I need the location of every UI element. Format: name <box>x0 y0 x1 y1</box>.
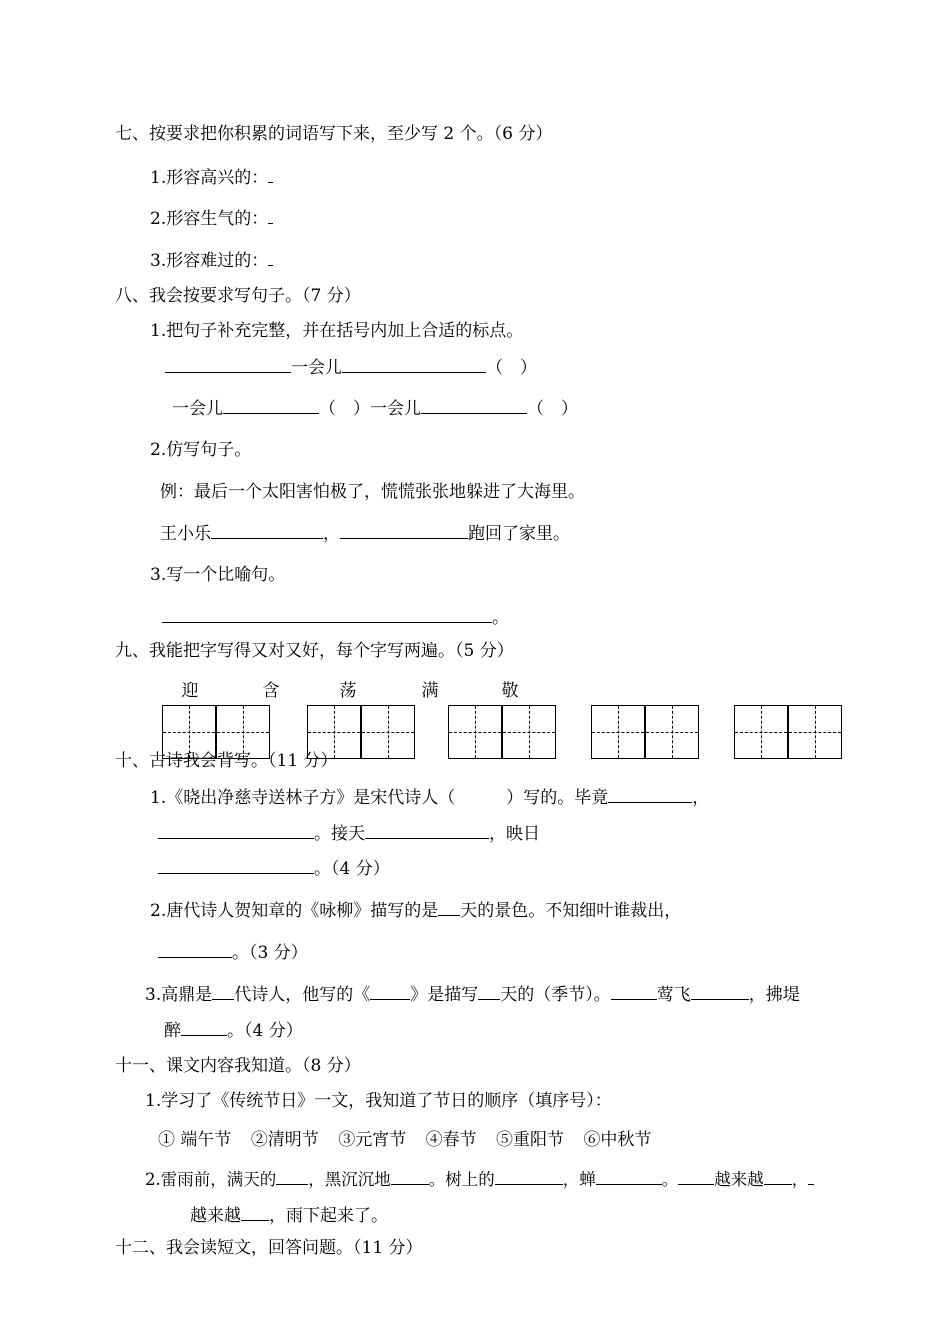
section-12-title: 十二、我会读短文，回答问题。（11 分） <box>115 1238 423 1258</box>
q10-poem-1-line-2: 。接天 ，映日 <box>158 822 540 845</box>
answer-blank[interactable] <box>162 606 492 623</box>
answer-blank[interactable] <box>158 822 314 839</box>
answer-blank[interactable] <box>342 356 486 373</box>
practice-char: 含 <box>262 681 280 701</box>
q7-item-1: 1.形容高兴的： <box>150 166 273 189</box>
answer-blank[interactable] <box>365 822 489 839</box>
section-8-title: 八、我会按要求写句子。（7 分） <box>115 286 361 306</box>
festival-option: ⑥中秋节 <box>583 1130 652 1150</box>
paren-blank[interactable]: （ ） <box>527 399 578 419</box>
writing-cell[interactable] <box>448 705 502 759</box>
q10-poem-2-line-2: 。（3 分） <box>158 941 308 964</box>
answer-blank[interactable] <box>212 983 234 1000</box>
writing-cell[interactable] <box>502 705 556 759</box>
answer-blank[interactable] <box>340 522 468 539</box>
q8-imitate-line: 王小乐 ， 跑回了家里。 <box>160 524 570 544</box>
q10-poem-3-line-2: 醉 。（4 分） <box>164 1021 303 1041</box>
q8-example: 例：最后一个太阳害怕极了，慌慌张张地躲进了大海里。 <box>160 482 585 502</box>
q7-item-3: 3.形容难过的： <box>150 249 273 272</box>
section-7-title: 七、按要求把你积累的词语写下来，至少写 2 个。（6 分） <box>115 124 553 144</box>
answer-blank[interactable] <box>268 166 273 183</box>
section-10-title: 十、古诗我会背写。（11 分） <box>115 751 338 771</box>
festival-options <box>158 1129 651 1151</box>
festival-option: ① 端午节 <box>158 1130 232 1150</box>
answer-blank[interactable] <box>211 522 323 539</box>
section-9-title: 九、我能把字写得又对又好，每个字写两遍。（5 分） <box>115 641 514 661</box>
writing-cell[interactable] <box>361 705 415 759</box>
practice-char: 敬 <box>501 681 519 701</box>
practice-char: 荡 <box>339 681 357 701</box>
q10-poem-1-line-1: 1.《晓出净慈寺送林子方》是宋代诗人（ ）写的。毕竟 ， <box>150 788 710 808</box>
answer-blank[interactable] <box>495 1168 563 1185</box>
festival-option: ③元宵节 <box>338 1130 407 1150</box>
q7-item-2: 2.形容生气的： <box>150 207 273 230</box>
answer-blank[interactable] <box>608 786 692 803</box>
answer-blank[interactable] <box>181 1019 227 1036</box>
answer-blank[interactable] <box>370 983 410 1000</box>
festival-option: ②清明节 <box>250 1130 319 1150</box>
answer-blank[interactable] <box>611 983 657 1000</box>
answer-blank[interactable] <box>596 1168 662 1185</box>
answer-blank[interactable] <box>678 1168 714 1185</box>
q8-line-b: 一会儿 （ ）一会儿 （ ） <box>172 399 578 419</box>
answer-blank[interactable] <box>276 1168 308 1185</box>
q11-sub-1: 1.学习了《传统节日》一文，我知道了节日的顺序（填序号）： <box>145 1091 612 1111</box>
answer-blank[interactable] <box>165 356 291 373</box>
q8-sub-3: 3.写一个比喻句。 <box>150 565 286 585</box>
paren-blank[interactable]: （ ） <box>319 399 370 419</box>
paren-blank[interactable]: （ ） <box>486 358 537 378</box>
answer-blank[interactable] <box>268 249 273 266</box>
writing-cell[interactable] <box>645 705 699 759</box>
q8-sub-1: 1.把句子补充完整，并在括号内加上合适的标点。 <box>150 321 524 341</box>
answer-blank[interactable] <box>391 1168 429 1185</box>
section-11-title: 十一、课文内容我知道。（8 分） <box>115 1056 361 1076</box>
festival-option: ④春节 <box>425 1130 477 1150</box>
answer-blank[interactable] <box>764 1168 792 1185</box>
writing-cell[interactable] <box>788 705 842 759</box>
answer-blank[interactable] <box>158 857 314 874</box>
answer-blank[interactable] <box>223 397 319 414</box>
q11-sub-2-line-1: 2.雷雨前，满天的 ，黑沉沉地 。树上的 ，蝉 。 越来越 ， <box>145 1168 814 1191</box>
answer-blank[interactable] <box>268 207 273 224</box>
q10-poem-1-line-3: 。（4 分） <box>158 857 390 880</box>
q10-poem-2-line-1: 2.唐代诗人贺知章的《咏柳》描写的是 天的景色。不知细叶谁裁出， <box>150 901 682 921</box>
q8-line-a: 一会儿 （ ） <box>165 356 537 379</box>
answer-blank[interactable] <box>158 941 232 958</box>
writing-cell[interactable] <box>591 705 645 759</box>
answer-blank[interactable] <box>691 983 749 1000</box>
answer-blank[interactable] <box>438 899 460 916</box>
writing-cell[interactable] <box>734 705 788 759</box>
answer-blank[interactable] <box>241 1204 269 1221</box>
q10-poem-3-line-1: 3.高鼎是 代诗人，他写的《 》是描写 天的（季节）。 莺飞 ，拂堤 <box>145 985 800 1005</box>
practice-char: 满 <box>421 681 439 701</box>
q8-simile-line: 。 <box>162 606 509 629</box>
answer-blank[interactable] <box>478 983 500 1000</box>
q8-sub-2: 2.仿写句子。 <box>150 440 252 460</box>
practice-char: 迎 <box>181 681 199 701</box>
q11-sub-2-line-2: 越来越 ，雨下起来了。 <box>190 1206 388 1226</box>
answer-blank[interactable] <box>421 397 527 414</box>
answer-blank[interactable] <box>808 1168 814 1185</box>
festival-option: ⑤重阳节 <box>496 1130 565 1150</box>
